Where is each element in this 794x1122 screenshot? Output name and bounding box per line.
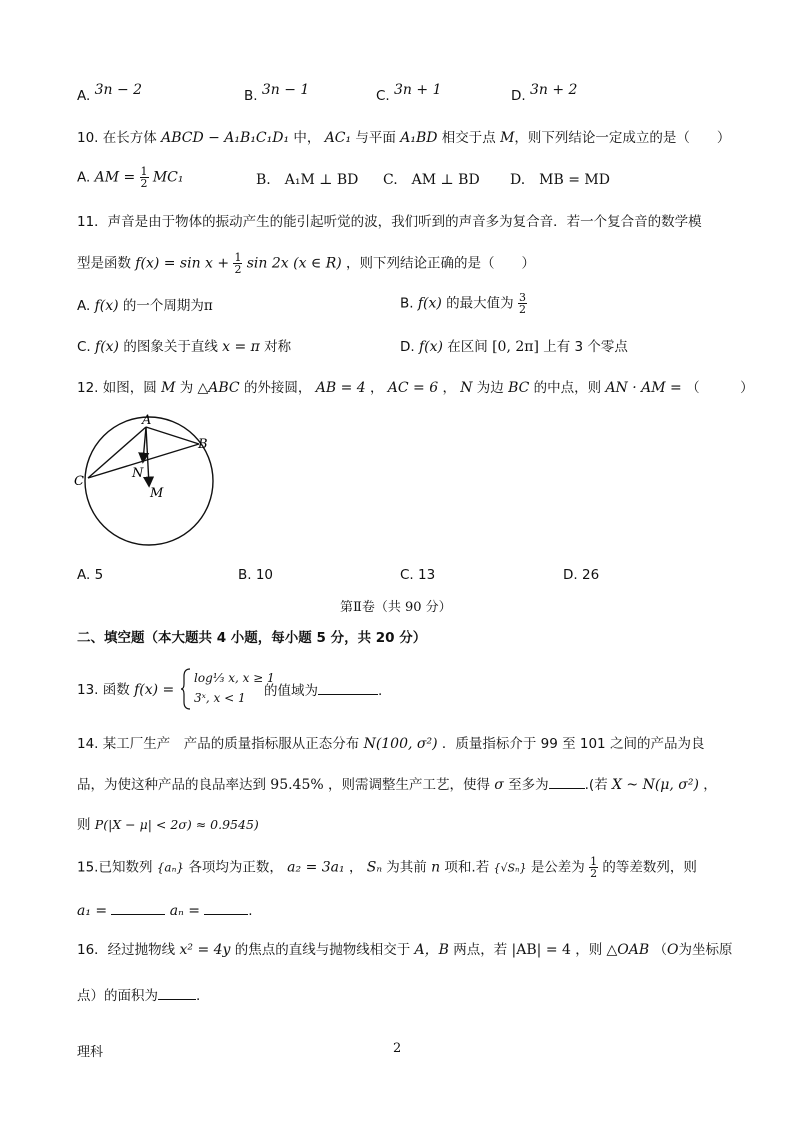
- q14-l1a: 14. 某工厂生产 产品的质量指标服从正态分布: [77, 736, 360, 752]
- q14-l1b: N(100, σ²): [363, 736, 438, 752]
- q12-text-3: ，: [369, 380, 384, 396]
- q15-l1b: {aₙ}: [156, 860, 185, 875]
- q11-option-a-pi: π: [203, 298, 213, 314]
- label-c: C: [74, 474, 84, 489]
- q10-option-a-right: MC₁: [152, 169, 184, 186]
- q16-l1j: O: [666, 942, 679, 958]
- q10-option-d: [510, 170, 610, 190]
- q11-option-b-num: 3: [518, 291, 526, 304]
- q12-option-a: A. 5: [77, 567, 104, 583]
- q9-option-b-expr: 3n − 1: [261, 82, 310, 98]
- q9-option-c-expr: 3n + 1: [394, 82, 442, 98]
- q12-text-6: 的中点，则: [533, 380, 602, 396]
- q10-text-3: 与平面: [355, 130, 396, 146]
- q11-option-b-label: B.: [400, 295, 414, 312]
- q12-m: M: [161, 380, 176, 396]
- q9-option-a: [77, 82, 143, 106]
- q16-l1i: （: [653, 942, 667, 958]
- q9-option-d: [511, 82, 578, 106]
- q9-option-c-label: C.: [376, 88, 390, 104]
- q16-l1a: 16．经过抛物线: [77, 942, 176, 958]
- q10-option-b: [256, 170, 358, 190]
- vector-am: [146, 427, 149, 485]
- q11-frac-num: 1: [234, 251, 242, 264]
- q16-l1e: 两点，若: [453, 942, 508, 958]
- q15-l1g: 为其前: [386, 859, 427, 876]
- q14-l2b: 95.45%: [270, 777, 324, 793]
- q13-answer-blank[interactable]: [318, 680, 378, 695]
- q12-option-d: D. 26: [563, 567, 600, 583]
- q12-n: N: [460, 380, 473, 396]
- q10-option-d-text: D. MB = MD: [510, 172, 610, 188]
- q10-option-a-label: A.: [77, 169, 91, 186]
- q16-l2a: 点）的面积为: [77, 988, 158, 1004]
- q14-answer-blank[interactable]: [549, 774, 585, 789]
- q14-l2f: .(若: [584, 777, 608, 793]
- vector-an: [143, 427, 146, 461]
- q12-bc: BC: [508, 380, 530, 396]
- q12-stem: [77, 378, 754, 398]
- q11-option-d-label: D.: [400, 339, 415, 355]
- q12-ab: AB = 4: [315, 380, 366, 396]
- q14-l2c: ，则需调整生产工艺，使得: [327, 777, 490, 793]
- q10-number: 10.: [77, 130, 99, 146]
- q14-l2d: σ: [494, 777, 504, 793]
- q11-option-c-label: C.: [77, 339, 91, 355]
- segment-ab: [146, 427, 199, 444]
- q11-option-b: [400, 292, 527, 315]
- section-heading: 二、填空题（本大题共 4 小题，每小题 5 分，共 20 分）: [77, 630, 427, 646]
- q10-option-a-fraction: [140, 166, 149, 189]
- q13-end: .: [378, 683, 383, 699]
- q16-l2b: .: [196, 988, 201, 1004]
- q14-line-3: [77, 815, 259, 835]
- q11-option-a-text: 的一个周期为: [122, 298, 204, 314]
- q16-l1h: △OAB: [606, 942, 650, 958]
- q11-line-2: [77, 252, 535, 275]
- q12-text-5: 为边: [476, 380, 504, 396]
- q9-option-c: [376, 82, 442, 106]
- q10-solid: ABCD − A₁B₁C₁D₁: [161, 130, 290, 146]
- q16-l1g: ，则: [575, 942, 603, 958]
- label-a: A: [142, 413, 152, 428]
- q13-pre-wrap: [77, 680, 174, 700]
- q14-l2h: ，: [703, 777, 717, 793]
- q14-l3a: 则: [77, 817, 91, 833]
- q11-option-c-fx: f(x): [95, 339, 120, 355]
- q15-l1f: Sₙ: [366, 859, 382, 876]
- q15-l1c: 各项均为正数，: [188, 859, 283, 876]
- label-m: M: [150, 486, 164, 501]
- q12-figure: [70, 405, 230, 555]
- q15-l1d: a₂ = 3a₁: [287, 859, 345, 876]
- brace-icon: [180, 668, 192, 710]
- q11-fx: f(x) = sin x +: [135, 255, 230, 272]
- q14-l3b: P(|X − μ| < 2σ) ≈ 0.9545): [94, 817, 259, 832]
- q15-l1h: n: [431, 859, 441, 876]
- q11-option-d: [400, 337, 628, 357]
- q9-option-b: [244, 82, 310, 106]
- q14-l2g: X ~ N(μ, σ²): [612, 777, 699, 793]
- q10-option-b-text: B. A₁M ⊥ BD: [256, 172, 359, 188]
- q9-option-d-expr: 3n + 2: [529, 82, 578, 98]
- q13-case-1: log⅓ x, x ≥ 1: [194, 671, 275, 685]
- q11-option-a-fx: f(x): [94, 298, 119, 314]
- q10-frac-den: 2: [140, 177, 148, 190]
- q16-l1k: 为坐标原: [678, 942, 733, 958]
- q11-pre: 型是函数: [77, 255, 131, 272]
- footer-page-number: 2: [393, 1041, 402, 1056]
- q14-l1c: ．质量指标介于 99 至 101 之间的产品为良: [441, 736, 705, 752]
- q11-post: ，则下列结论正确的是（ ）: [346, 255, 536, 272]
- q10-frac-num: 1: [140, 165, 148, 178]
- q10-option-a-left: AM =: [94, 169, 136, 186]
- q14-line-2: [77, 774, 717, 795]
- q11-option-c-text2: 对称: [264, 339, 292, 355]
- q14-l2e: 至多为: [508, 777, 549, 793]
- q13-pre: 13. 函数: [77, 682, 130, 698]
- q15-line-1: [77, 856, 697, 879]
- q15-end: .: [248, 903, 253, 919]
- q10-option-c-text: C. AM ⊥ BD: [383, 172, 480, 188]
- q10-option-a: [77, 166, 184, 189]
- q14-l2a: 品，为使这种产品的良品率达到: [77, 777, 266, 793]
- q11-option-d-text2: 上有 3 个零点: [543, 339, 628, 355]
- q11-option-d-fx: f(x): [418, 339, 443, 355]
- q12-option-c: C. 13: [400, 567, 436, 583]
- q10-text-2: 中，: [293, 130, 321, 146]
- label-n: N: [132, 466, 144, 481]
- q15-frac-num: 1: [590, 855, 598, 868]
- q11-option-c-eq: x = π: [222, 339, 260, 355]
- q12-text-2: 的外接圆，: [243, 380, 312, 396]
- q9-option-a-expr: 3n − 2: [94, 82, 143, 98]
- q16-l1d: A，B: [414, 942, 449, 958]
- q16-l1c: 的焦点的直线与抛物线相交于: [234, 942, 411, 958]
- q10-option-c: [383, 170, 480, 190]
- q11-option-c-text1: 的图象关于直线: [123, 339, 218, 355]
- q16-line-2: [77, 985, 200, 1006]
- q11-option-c: [77, 337, 291, 357]
- q16-l1f: |AB| = 4: [511, 942, 571, 958]
- q11-option-b-fraction: [518, 292, 527, 315]
- q11-frac-den: 2: [234, 263, 242, 276]
- q11-option-d-interval: [0, 2π]: [492, 339, 539, 355]
- q12-text-4: ，: [442, 380, 456, 396]
- q9-option-a-label: A.: [77, 88, 91, 104]
- q15-l1l: 的等差数列，则: [602, 859, 697, 876]
- q15-an: aₙ =: [169, 903, 200, 919]
- footer-subject: 理科: [77, 1045, 104, 1060]
- q10-plane: A₁BD: [400, 130, 438, 146]
- q9-option-b-label: B.: [244, 88, 258, 104]
- q11-option-a-label: A.: [77, 298, 91, 314]
- q15-frac-den: 2: [590, 867, 598, 880]
- q10-point: M: [500, 130, 515, 146]
- q15-a1-blank[interactable]: [111, 900, 165, 915]
- volume-title: 第Ⅱ卷（共 90 分）: [340, 600, 452, 615]
- q12-pre: 12. 如图，圆: [77, 380, 157, 396]
- q13-fx: f(x) =: [134, 682, 175, 698]
- q12-option-b: B. 10: [238, 567, 274, 583]
- q16-answer-blank[interactable]: [158, 985, 196, 1000]
- q11-option-b-text: 的最大值为: [446, 295, 514, 312]
- q12-triangle: △ABC: [197, 380, 240, 396]
- q16-line-1: [77, 940, 732, 960]
- q12-dot-product: AN · AM =: [605, 380, 682, 396]
- q9-option-d-label: D.: [511, 88, 526, 104]
- q13-post-wrap: [264, 680, 382, 701]
- q11-option-b-den: 2: [518, 303, 526, 316]
- q13-post: 的值域为: [264, 683, 318, 699]
- q11-option-a: [77, 296, 213, 316]
- q15-l1k: 是公差为: [530, 859, 585, 876]
- q13-case-2: 3ˣ, x < 1: [194, 691, 246, 705]
- q11-option-d-text1: 在区间: [447, 339, 488, 355]
- label-b: B: [198, 437, 208, 452]
- q10-text-4: 相交于点: [441, 130, 496, 146]
- q11-option-b-fx: f(x): [417, 295, 442, 312]
- q15-l1i: 项和.若: [444, 859, 490, 876]
- q11-line-1: 11．声音是由于物体的振动产生的能引起听觉的波，我们听到的声音多为复合音．若一个复合音的数学模: [77, 214, 702, 230]
- q14-line-1: [77, 734, 704, 754]
- q10-stem: [77, 128, 730, 148]
- q15-l1a: 15.已知数列: [77, 859, 153, 876]
- q11-fraction: [233, 252, 242, 275]
- q12-text-7: （ ）: [686, 380, 754, 396]
- q12-text-1: 为: [179, 380, 194, 396]
- q10-text-1: 在长方体: [102, 130, 157, 146]
- q15-an-blank[interactable]: [204, 900, 248, 915]
- q15-fraction: [589, 856, 598, 879]
- q16-l1b: x² = 4y: [179, 942, 231, 958]
- q10-ac1: AC₁: [324, 130, 352, 146]
- q10-text-5: ，则下列结论一定成立的是（ ）: [514, 130, 731, 146]
- q11-fx2: sin 2x (x ∈ R): [246, 255, 342, 272]
- q15-line-2: [77, 900, 253, 921]
- q12-ac: AC = 6: [387, 380, 439, 396]
- q15-l1j: {√Sₙ}: [493, 861, 527, 875]
- q15-a1: a₁ =: [77, 903, 108, 919]
- q15-l1e: ，: [348, 859, 363, 876]
